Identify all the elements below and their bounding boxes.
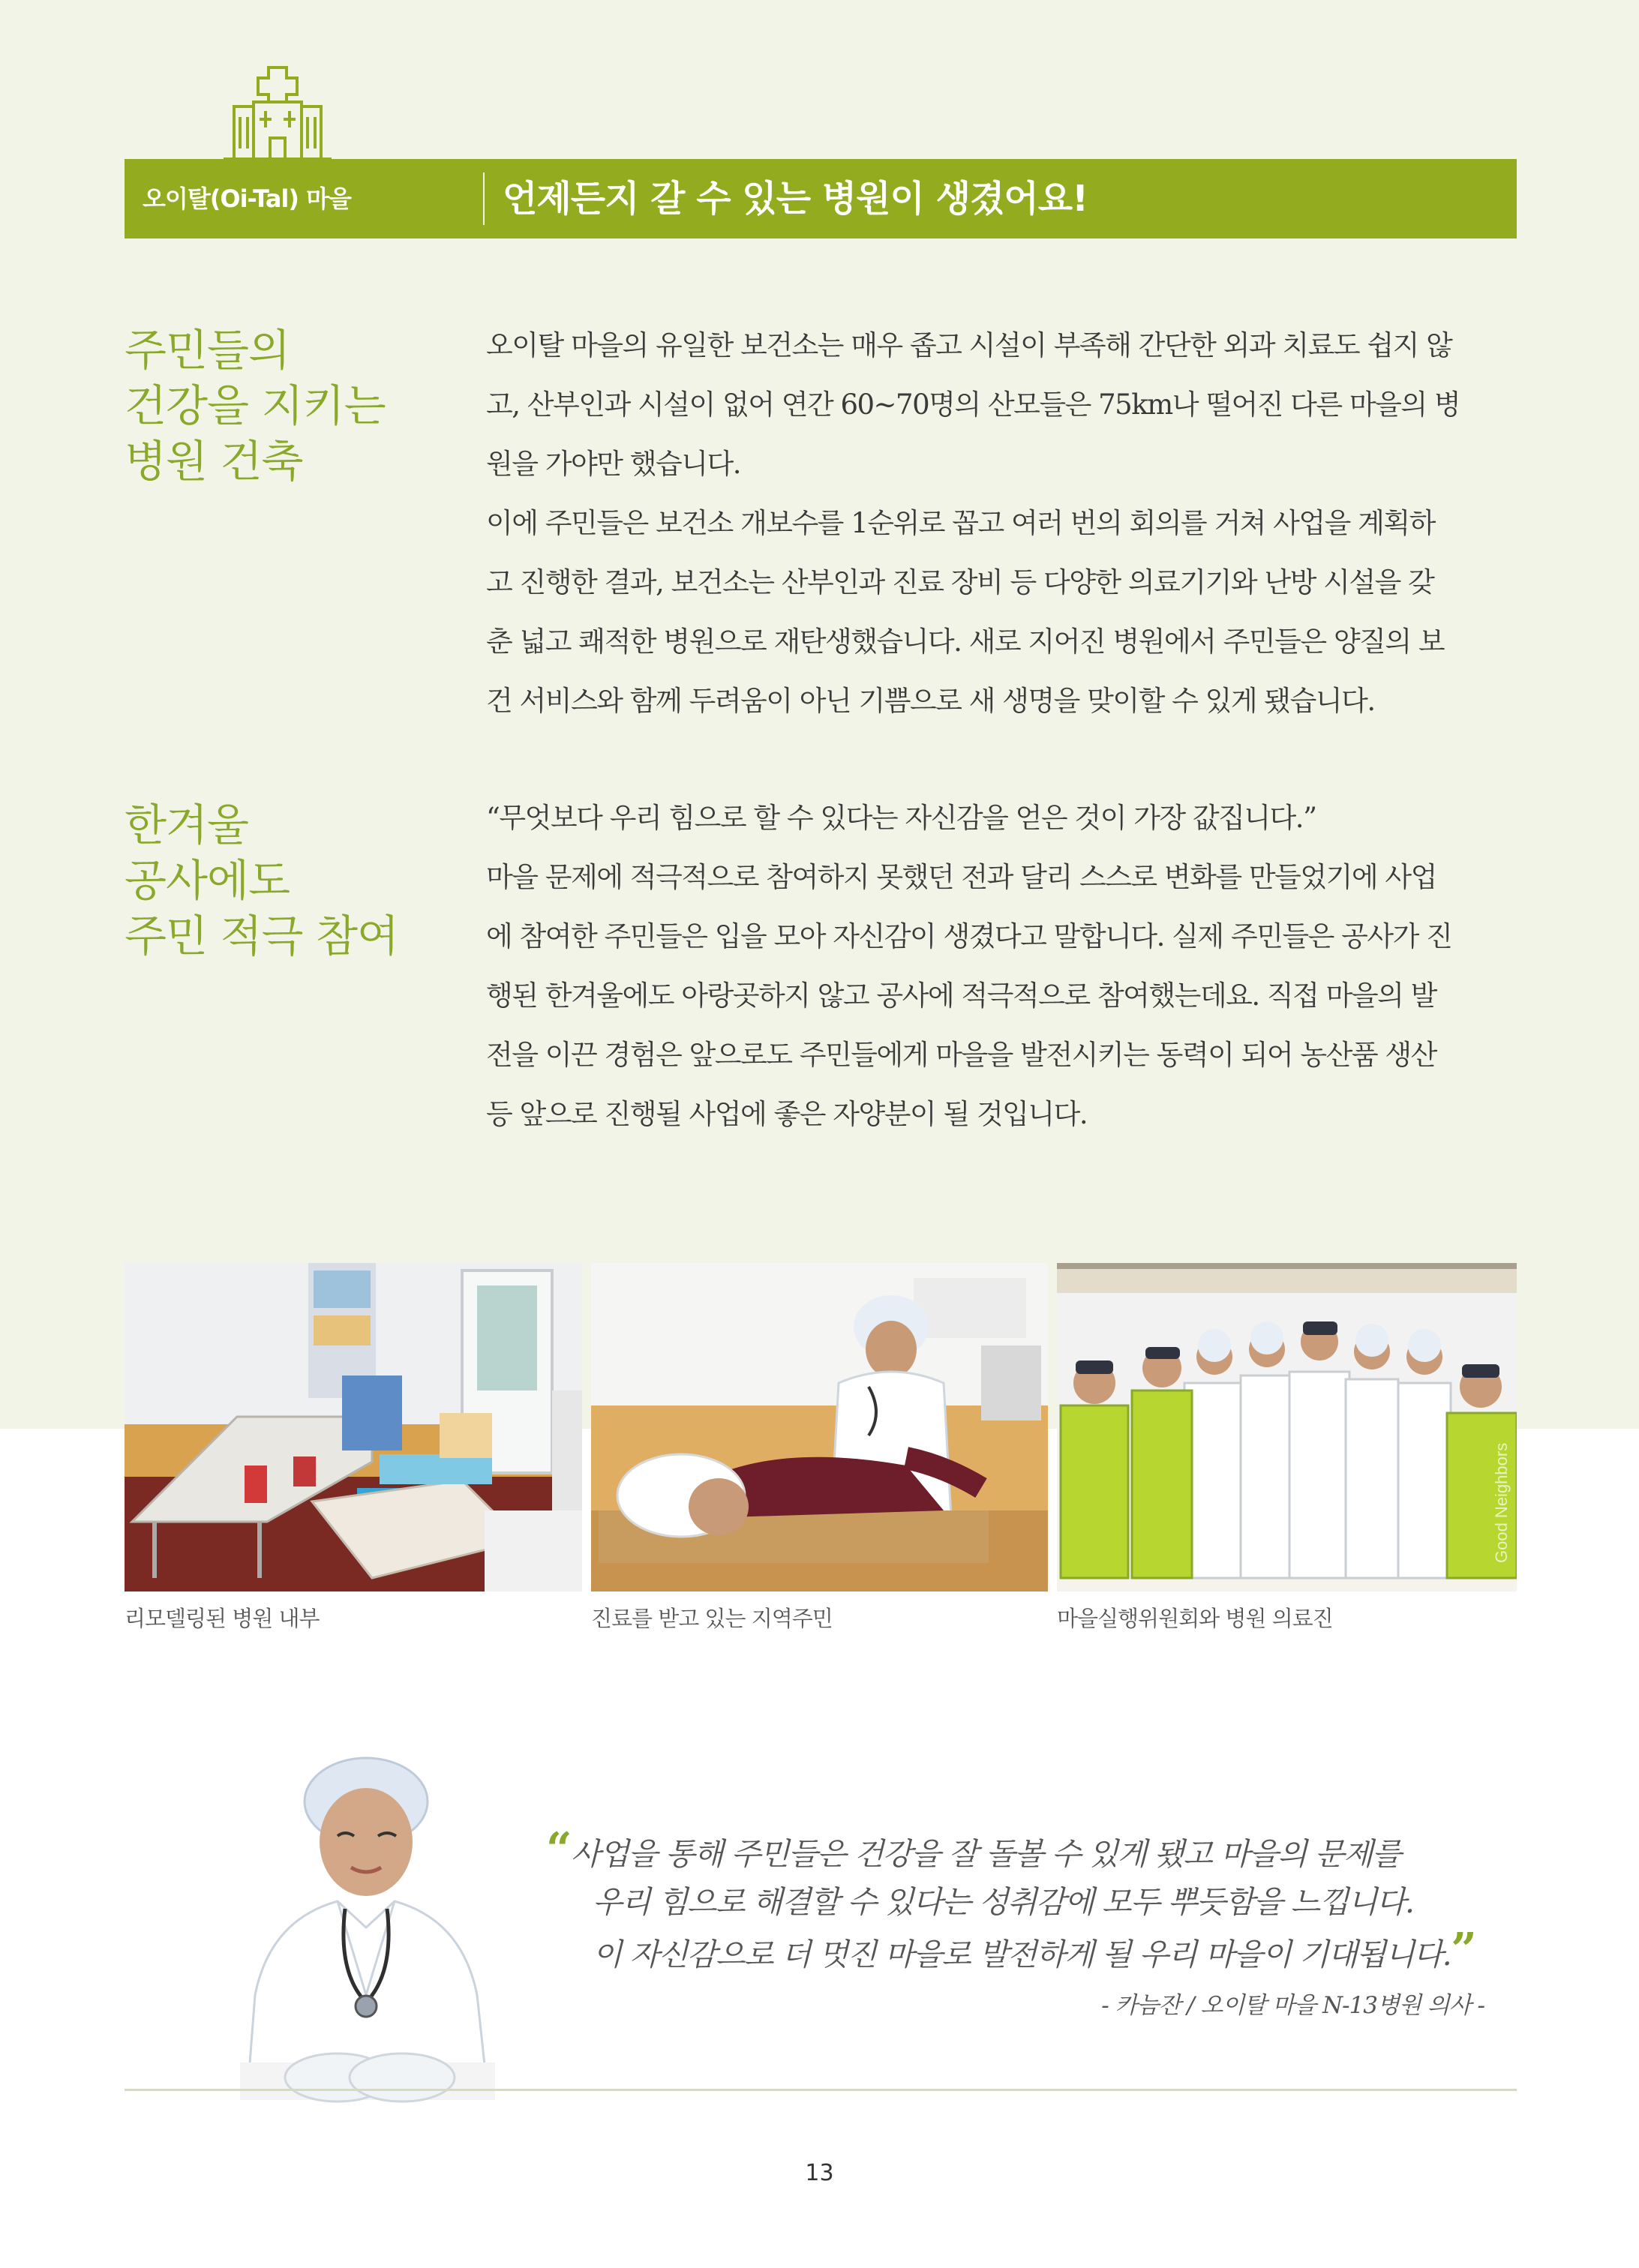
open-quote-mark: “: [546, 1823, 572, 1876]
header-bar: [125, 159, 1517, 238]
quote-attribution: - 카늠잔 / 오이탈 마을 N-13병원 의사 -: [1101, 1992, 1484, 2019]
body-line: 건 서비스와 함께 두려움이 아닌 기쁨으로 새 생명을 맞이할 수 있게 됐습니다.: [486, 685, 1375, 717]
section1-heading-line: 건강을 지키는: [125, 380, 386, 431]
body-line: 등 앞으로 진행될 사업에 좋은 자양분이 될 것입니다.: [486, 1098, 1088, 1130]
quote-line: 사업을 통해 주민들은 건강을 잘 돌볼 수 있게 됐고 마을의 문제를: [571, 1836, 1401, 1872]
bottom-divider: [125, 2089, 1517, 2091]
section2-heading-line: 한겨울: [125, 800, 249, 850]
photo-patient-treatment: [591, 1263, 1048, 1592]
section2-heading-line: 주민 적극 참여: [125, 910, 399, 962]
header-divider: [483, 172, 485, 225]
photo-watermark: Good Neighbors: [1492, 1442, 1511, 1563]
body-line: 오이탈 마을의 유일한 보건소는 매우 좁고 시설이 부족해 간단한 외과 치료도 쉽지 않: [486, 329, 1452, 362]
body-line: 전을 이끈 경험은 앞으로도 주민들에게 마을을 발전시키는 동력이 되어 농산품 생산: [486, 1039, 1436, 1071]
body-line: 이에 주민들은 보건소 개보수를 1순위로 꼽고 여러 번의 회의를 거쳐 사업을 계획하: [486, 507, 1435, 539]
body-line: “무엇보다 우리 힘으로 할 수 있다는 자신감을 얻은 것이 가장 값집니다.”: [486, 802, 1316, 834]
close-quote-mark: ”: [1451, 1924, 1476, 1976]
page-number: 13: [805, 2160, 834, 2186]
section1-heading: [125, 322, 440, 489]
hospital-interior-image: [125, 1263, 582, 1592]
patient-treatment-image: [591, 1263, 1048, 1592]
quote-line: 이 자신감으로 더 멋진 마을로 발전하게 될 우리 마을이 기대됩니다.: [593, 1936, 1451, 1972]
caption-committee-staff: 마을실행위원회와 병원 의료진: [1057, 1606, 1333, 1631]
hospital-icon: [224, 64, 332, 160]
section2-body: [486, 788, 1517, 1144]
body-line: 원을 가야만 했습니다.: [486, 448, 740, 480]
section1-body: [486, 316, 1517, 730]
section1-heading-line: 주민들의: [125, 325, 290, 376]
photo-hospital-interior: [125, 1263, 582, 1592]
doctor-portrait: [225, 1748, 510, 2122]
header-title: 언제든지 갈 수 있는 병원이 생겼어요!: [503, 178, 1088, 220]
body-line: 마을 문제에 적극적으로 참여하지 못했던 전과 달리 스스로 변화를 만들었기에 사업: [486, 861, 1436, 893]
section1-heading-line: 병원 건축: [125, 436, 303, 487]
body-line: 고, 산부인과 시설이 없어 연간 60~70명의 산모들은 75km나 떨어진 다른 마을의 병: [486, 388, 1460, 421]
doctor-quote: [546, 1823, 1517, 1978]
body-line: 에 참여한 주민들은 입을 모아 자신감이 생겼다고 말합니다. 실제 주민들은 공사가 진: [486, 920, 1452, 952]
body-line: 고 진행한 결과, 보건소는 산부인과 진료 장비 등 다양한 의료기기와 난방 시설을 갖: [486, 566, 1434, 598]
committee-staff-image: [1057, 1263, 1517, 1592]
section2-heading-line: 공사에도: [125, 855, 290, 906]
section2-heading: [125, 797, 440, 964]
body-line: 행된 한겨울에도 아랑곳하지 않고 공사에 적극적으로 참여했는데요. 직접 마을의 발: [486, 980, 1436, 1012]
village-label: 오이탈(Oi-Tal) 마을: [143, 184, 351, 213]
quote-line: 우리 힘으로 해결할 수 있다는 성취감에 모두 뿌듯함을 느낍니다.: [593, 1884, 1414, 1920]
caption-patient-treatment: 진료를 받고 있는 지역주민: [591, 1606, 833, 1631]
body-line: 춘 넓고 쾌적한 병원으로 재탄생했습니다. 새로 지어진 병원에서 주민들은 양질의 보: [486, 626, 1445, 658]
photo-committee-staff: [1057, 1263, 1517, 1592]
caption-hospital-interior: 리모델링된 병원 내부: [125, 1606, 320, 1631]
